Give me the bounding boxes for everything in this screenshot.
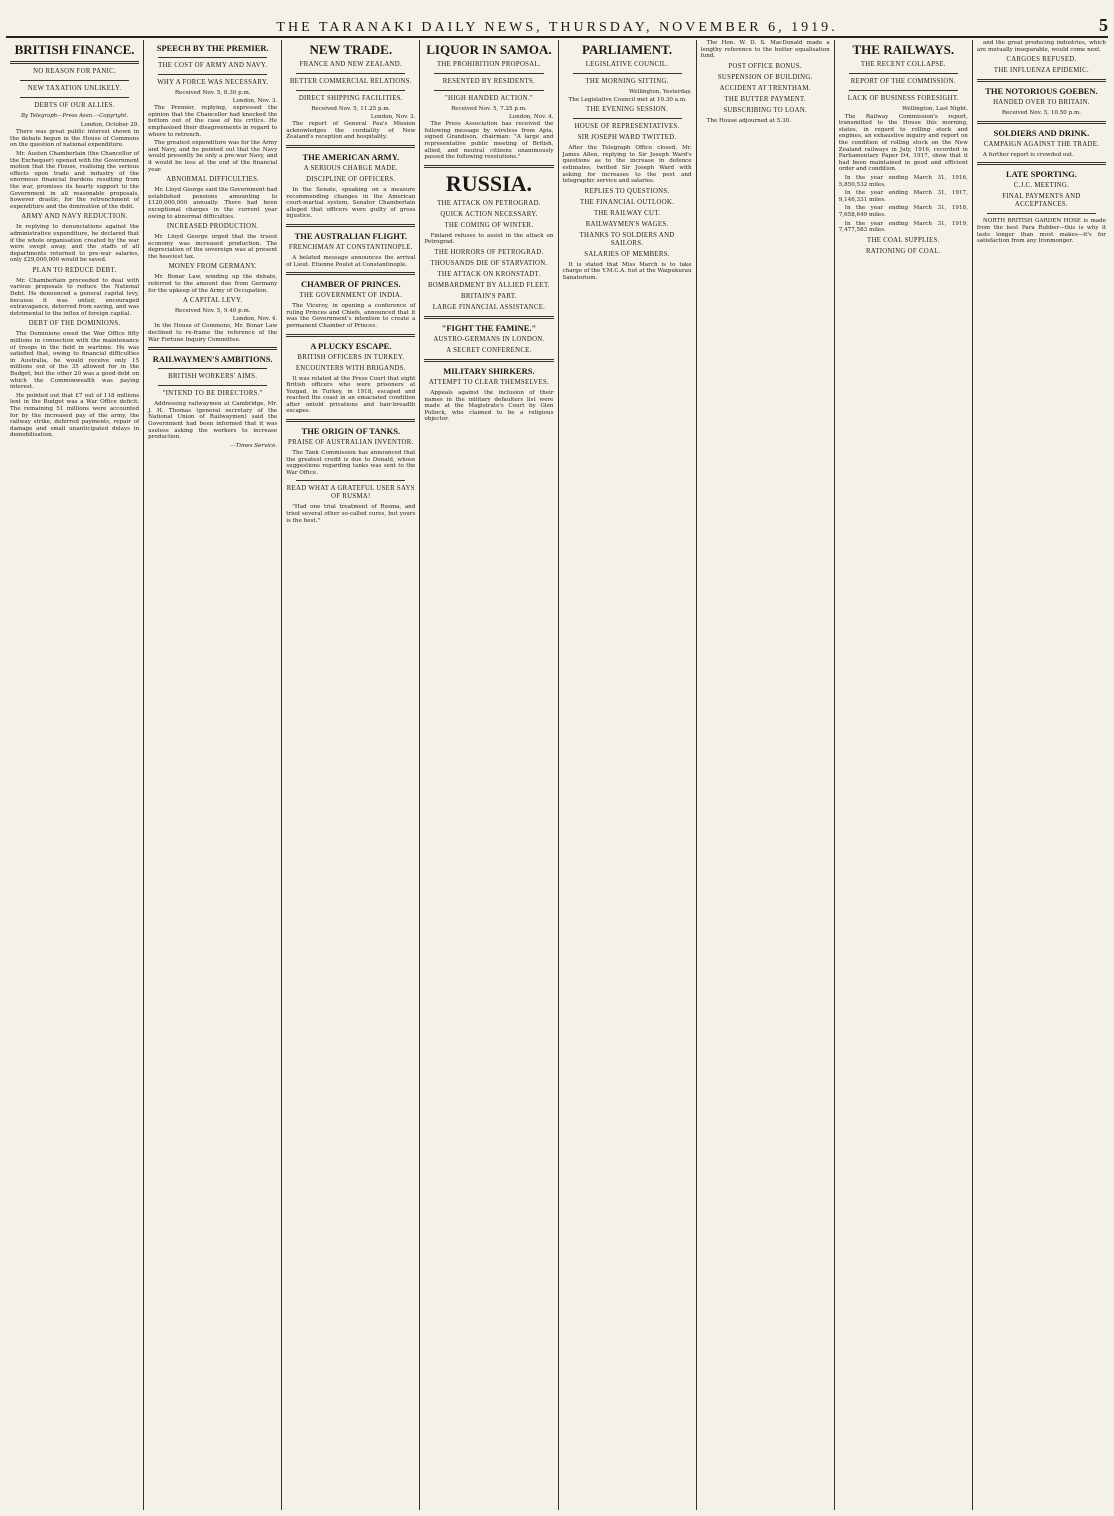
headline-american-army: THE AMERICAN ARMY. — [302, 151, 400, 162]
subhead: THE HORRORS OF PETROGRAD. — [434, 248, 544, 256]
subhead: THANKS TO SOLDIERS AND SAILORS. — [579, 231, 675, 247]
subhead: C.J.C. MEETING. — [1013, 182, 1070, 190]
article-paragraph: The greatest expenditure was for the Army and Navy, and he pointed out that the Navy would presently be only a pre-war Navy, and it would be less at the end of the financial year. — [148, 140, 278, 173]
article-paragraph: Mr. Lloyd George said the Government had established pensions amounting to £120,000,000 annually. There had been exceptional charges in the current year owing to abnormal difficulties. — [148, 187, 278, 220]
subhead: LARGE FINANCIAL ASSISTANCE. — [432, 303, 546, 311]
subhead: HOUSE OF REPRESENTATIVES. — [574, 123, 680, 131]
subhead: BRITAIN'S PART. — [461, 292, 517, 300]
stat-line: In the year ending March 31, 1919, 7,477,583 miles. — [838, 220, 968, 234]
masthead-title: THE TARANAKI DAILY NEWS, THURSDAY, NOVEMBER 6, 1919. — [276, 20, 838, 35]
column-2 — [144, 40, 282, 1510]
subhead: DIRECT SHIPPING FACILITIES. — [298, 95, 403, 102]
article-paragraph: and the great producing industries, which are mutually inseparable, would come next. — [976, 40, 1106, 53]
article-paragraph: The Tank Commission has announced that the greatest credit is due to Donald, whose suggestions regarding tanks was sent to the War Office. — [286, 450, 416, 476]
headline-australian-flight: THE AUSTRALIAN FLIGHT. — [294, 230, 408, 241]
article-paragraph: In replying to denunciations against the administrative expenditure, he declared that if the whole organisation created by the war were swept away, and the staffs of all departments returned to pre-war salaries, only £29,000,000 would be saved. — [10, 224, 140, 264]
headline-soldiers-drink: SOLDIERS AND DRINK. — [993, 127, 1090, 138]
subhead: FRENCHMAN AT CONSTANTINOPLE. — [288, 243, 413, 251]
subhead: THE INFLUENZA EPIDEMIC. — [993, 67, 1089, 75]
article-paragraph: Addressing railwaymen at Cambridge, Mr. J. H. Thomas (general secretary of the National Union of Railwaymen) said the Government had been informed that it was useless asking the workers to increase production. — [148, 401, 278, 441]
subhead: THE COST OF ARMY AND NAVY. — [158, 62, 268, 69]
subhead: DISCIPLINE OF OFFICERS. — [306, 175, 396, 183]
article-paragraph: A further report is crowded out. — [982, 151, 1074, 158]
article-paragraph: Mr. Bonar Law, winding up the debate, referred to the amount due from Germany for the upkeep of the Army of Occupation. — [148, 274, 278, 294]
subhead: FINAL PAYMENTS AND ACCEPTANCES. — [1002, 193, 1081, 209]
article-paragraph: The Viceroy, in opening a conference of ruling Princes and Chiefs, announced that it was the Government's intention to create a permanent Chamber of Princes. — [286, 303, 416, 329]
headline-goeben: THE NOTORIOUS GOEBEN. — [985, 86, 1098, 97]
subhead: SALARIES OF MEMBERS. — [584, 250, 670, 258]
article-paragraph: The Press Association has received the following message by wireless from Apia, signed Grandison, chairman: "A large and representative public meeting of British, allied, and neutral citizens unanimously passed the following resolutions." — [424, 121, 554, 161]
subhead: RESENTED BY RESIDENTS. — [442, 78, 536, 85]
advert-heading: READ WHAT A GRATEFUL USER SAYS OF RUSMA! — [286, 485, 415, 501]
headline-railways: THE RAILWAYS. — [852, 42, 955, 57]
advert-text: NORTH BRITISH GARDEN HOSE is made from the best Para Rubber—this is why it lasts longer than most makes—it's for satisfaction from any Ironmonger. — [976, 218, 1106, 245]
headline-british-finance: BRITISH FINANCE. — [14, 42, 135, 57]
subhead: QUICK ACTION NECESSARY. — [440, 210, 538, 218]
subhead: INCREASED PRODUCTION. — [166, 223, 259, 231]
article-paragraph: A belated message announces the arrival of Lieut. Etienne Poulet at Constantinople. — [286, 254, 416, 268]
received-line: Received Nov. 5, 10.50 p.m. — [1001, 110, 1082, 117]
page-number: 5 — [1099, 15, 1108, 35]
received-line: Received Nov. 5, 8.30 p.m. — [174, 90, 251, 96]
subhead: THE RECENT COLLAPSE. — [860, 61, 946, 68]
subhead: POST OFFICE BONUS. — [728, 62, 802, 70]
subhead: ACCIDENT AT TRENTHAM. — [719, 84, 811, 92]
subhead: THOUSANDS DIE OF STARVATION. — [430, 259, 548, 267]
received-line: Received Nov. 5, 7.25 p.m. — [451, 106, 527, 112]
subhead: BRITISH WORKERS' AIMS. — [168, 373, 258, 381]
article-paragraph: There was great public interest shown in the debate begun in the House of Commons on the question of national expenditure. — [10, 129, 140, 149]
headline-plucky-escape: A PLUCKY ESCAPE. — [310, 340, 392, 351]
subhead: REPLIES TO QUESTIONS. — [584, 187, 670, 195]
headline-origin-tanks: THE ORIGIN OF TANKS. — [301, 426, 401, 437]
subhead: NEW TAXATION UNLIKELY. — [27, 85, 122, 92]
subhead: "HIGH HANDED ACTION." — [444, 95, 533, 102]
headline-new-trade: NEW TRADE. — [309, 42, 393, 57]
headline-chamber-princes: CHAMBER OF PRINCES. — [301, 279, 401, 290]
subhead: RATIONING OF COAL. — [865, 247, 941, 255]
received-line: Received Nov. 5, 11.25 p.m. — [311, 106, 391, 112]
subhead: LEGISLATIVE COUNCIL. — [585, 61, 669, 68]
received-line: Received Nov. 5, 9.40 p.m. — [174, 308, 251, 315]
subhead: SUBSCRIBING TO LOAN. — [723, 106, 808, 114]
article-paragraph: The Hon. W. D. S. MacDonald made a lengthy reference to the butter equalisation fund. — [700, 40, 830, 60]
subhead: DEBTS OF OUR ALLIES. — [34, 102, 115, 109]
subhead: THE ATTACK ON KRONSTADT. — [437, 270, 541, 278]
dateline: London, October 29. — [80, 121, 140, 128]
subhead: BOMBARDMENT BY ALLIED FLEET. — [427, 281, 550, 289]
article-paragraph: Mr. Chamberlain proceeded to deal with various proposals to reduce the National Debt. He denounced a general capital levy, because it was unfair, encouraged extravagance, deterred from saving, and was detrimental to the influx of foreign capital. — [10, 277, 140, 317]
subhead: NO REASON FOR PANIC. — [33, 68, 116, 75]
subhead: A SECRET CONFERENCE. — [446, 346, 532, 354]
article-paragraph: The Dominions owed the War Office fifty millions in connection with the maintenance of troops in the field in wartime. He was satisfied that, owing to financial difficulties in Australia, he would receive only 15 millions out of the 35 allowed for in the Budget, but the other 20 was a good debt on which the Commonwealth was paying interest. — [10, 331, 140, 391]
headline-military-shirkers: MILITARY SHIRKERS. — [443, 365, 535, 376]
subhead: PRAISE OF AUSTRALIAN INVENTOR. — [288, 439, 414, 447]
article-paragraph: It was related at the Press Court that eight British officers who were prisoners at Yozgad, in Turkey, in 1918, escaped and reached the coast in an emaciated condition after untold privations and hair-breadth escapes. — [286, 375, 416, 415]
headline-late-sporting: LATE SPORTING. — [1006, 169, 1077, 180]
article-paragraph: Mr. Lloyd George urged that the truest economy was increased production. The depreciation of the sovereign was at present the heaviest tax. — [148, 234, 278, 260]
column-5 — [559, 40, 697, 1510]
subhead: PLAN TO REDUCE DEBT. — [32, 266, 117, 274]
subhead: LACK OF BUSINESS FORESIGHT. — [847, 95, 959, 102]
subhead: THE COMING OF WINTER. — [444, 221, 534, 229]
headline-fight-famine: "FIGHT THE FAMINE." — [441, 322, 537, 333]
subhead: THE PROHIBITION PROPOSAL. — [436, 61, 541, 68]
subhead: THE GOVERNMENT OF INDIA. — [299, 292, 403, 300]
subhead: BETTER COMMERCIAL RELATIONS. — [289, 78, 412, 85]
stat-line: In the year ending March 31, 1917, 9,146,331 miles. — [838, 190, 968, 203]
subhead: CARGOES REFUSED. — [1006, 56, 1077, 64]
headline-speech-premier: SPEECH BY THE PREMIER. — [156, 43, 269, 53]
subhead: SUSPENSION OF BUILDING. — [717, 73, 813, 81]
subhead: ABNORMAL DIFFICULTIES. — [166, 176, 260, 184]
stat-line: In the year ending March 31, 1918, 7,658,649 miles. — [838, 205, 968, 218]
subhead: THE RAILWAY CUT. — [593, 209, 661, 217]
subhead: RAILWAYMEN'S WAGES. — [585, 220, 669, 228]
stat-line: In the year ending March 31, 1916, 5,850,532 miles. — [838, 174, 968, 188]
subhead: ENCOUNTERS WITH BRIGANDS. — [295, 364, 406, 372]
dateline: Wellington, Yesterday. — [628, 89, 692, 95]
article-paragraph: Appeals against the inclusion of their names in the military defaulters list were made at the Magistrate's Court by Glen Pollock, who claimed to be a religious objector. — [424, 389, 554, 423]
article-paragraph: It is stated that Miss March is to take charge of the Y.M.C.A. hut at the Waipukurau Sanatorium. — [562, 261, 692, 281]
headline-russia: RUSSIA. — [445, 170, 533, 196]
signature-line: —Times Service. — [229, 442, 278, 449]
subhead: THE COAL SUPPLIES. — [867, 236, 940, 244]
subhead: THE ATTACK ON PETROGRAD. — [437, 199, 541, 207]
column-6 — [697, 40, 835, 1510]
dateline: London, Nov. 3. — [232, 97, 278, 104]
headline-parliament: PARLIAMENT. — [581, 42, 673, 57]
article-paragraph: In the Senate, speaking on a measure recommending changes in the American court-martial system, Senator Chamberlain alleged that officers were guilty of gross injustice. — [286, 186, 416, 220]
column-3 — [282, 40, 420, 1510]
advert-text: "Had one trial treatment of Rusma, and tried several other so-called cures, but yours is the best." — [286, 504, 416, 524]
article-paragraph: The House adjourned at 5.30. — [706, 117, 792, 124]
article-paragraph: Finland refuses to assist in the attack on Petrograd. — [424, 232, 554, 246]
subhead: MONEY FROM GERMANY. — [168, 263, 257, 271]
subhead: A SERIOUS CHARGE MADE. — [303, 164, 398, 172]
columns — [6, 40, 1110, 1510]
article-paragraph: After the Telegraph Office closed, Mr. James Allen, replying to Sir Joseph Ward's questions as to the increase in defence estimates, twitted Sir Joseph Ward with asking for increases to the post and telegraphic service and salaries. — [562, 145, 692, 185]
subhead: "INTEND TO BE DIRECTORS." — [162, 390, 263, 398]
article-paragraph: The Legislative Council met at 10.30 a.m. — [568, 96, 687, 103]
article-paragraph: Mr. Austen Chamberlain (the Chancellor of the Exchequer) opened with the Government motion that the House, realising the serious effects upon trade and industry of the enormous financial burdens resulting from the war, promises its hearty support to the Government in all reasonable proposals, however drastic, for the retrenchment of expenditure and the diminution of the debt. — [10, 150, 140, 210]
subhead: ATTEMPT TO CLEAR THEMSELVES. — [428, 378, 550, 386]
subhead: THE BUTTER PAYMENT. — [724, 95, 806, 103]
subhead: AUSTRO-GERMANS IN LONDON. — [433, 335, 545, 343]
subhead: WHY A FORCE WAS NECESSARY. — [157, 79, 269, 86]
subhead: FRANCE AND NEW ZEALAND. — [299, 61, 402, 68]
article-paragraph: The Premier, replying, expressed the opinion that the Chancellor had knocked the bottom out of the case of his critics. He emphasised their disagreements in regard to where to retrench. — [148, 105, 278, 138]
column-4 — [420, 40, 558, 1510]
subhead: REPORT OF THE COMMISSION. — [850, 78, 956, 85]
subhead: A CAPITAL LEVY. — [183, 297, 243, 305]
subhead: CAMPAIGN AGAINST THE TRADE. — [983, 140, 1100, 148]
headline-liquor-samoa: LIQUOR IN SAMOA. — [426, 42, 552, 57]
subhead: ARMY AND NAVY REDUCTION. — [21, 213, 128, 221]
masthead — [6, 12, 1108, 38]
article-paragraph: In the House of Commons, Mr. Bonar Law declined to re-frame the reference of the War Fortune Inquiry Committee. — [148, 323, 278, 343]
subhead: THE FINANCIAL OUTLOOK. — [579, 198, 675, 206]
subhead: THE MORNING SITTING. — [585, 78, 669, 85]
headline-railwaymen: RAILWAYMEN'S AMBITIONS. — [152, 354, 273, 365]
dateline: London, Nov. 3. — [370, 113, 416, 120]
article-paragraph: The report of General Pau's Mission acknowledges the cordiality of New Zealand's reception and hospitality. — [286, 121, 416, 141]
subhead: SIR JOSEPH WARD TWITTED. — [577, 134, 677, 142]
subhead: DEBT OF THE DOMINIONS. — [28, 320, 121, 328]
dateline: Wellington, Last Night. — [902, 106, 968, 112]
dateline: London, Nov. 4. — [509, 113, 554, 120]
subhead: BRITISH OFFICERS IN TURKEY. — [297, 353, 405, 361]
subhead: HANDED OVER TO BRITAIN. — [993, 99, 1090, 107]
column-8 — [973, 40, 1110, 1510]
byline: By Telegraph—Press Assn.—Copyright. — [20, 113, 129, 119]
dateline: London, Nov. 4. — [232, 315, 278, 322]
article-paragraph: He pointed out that £7 out of 118 millions lent in the Budget was a War Office deficit. The remaining 51 millions were accounted for by the increased pay of the army, the railway strike, deferred payments, repair of damage and small unanticipated delays in demobilisation. — [10, 392, 140, 439]
article-paragraph: The Railway Commission's report, transmitted to the House this morning, states, in regard to rolling stock and engines, an exhaustive inquiry and report on the condition of rolling stock on the New Zealand railways in July, 1916, recorded in Parliamentary Paper D4, 1917, show that it had been maintained in good and efficient order and condition. — [838, 113, 968, 173]
subhead: THE EVENING SESSION. — [586, 106, 669, 114]
column-7 — [835, 40, 973, 1510]
column-1 — [6, 40, 144, 1510]
